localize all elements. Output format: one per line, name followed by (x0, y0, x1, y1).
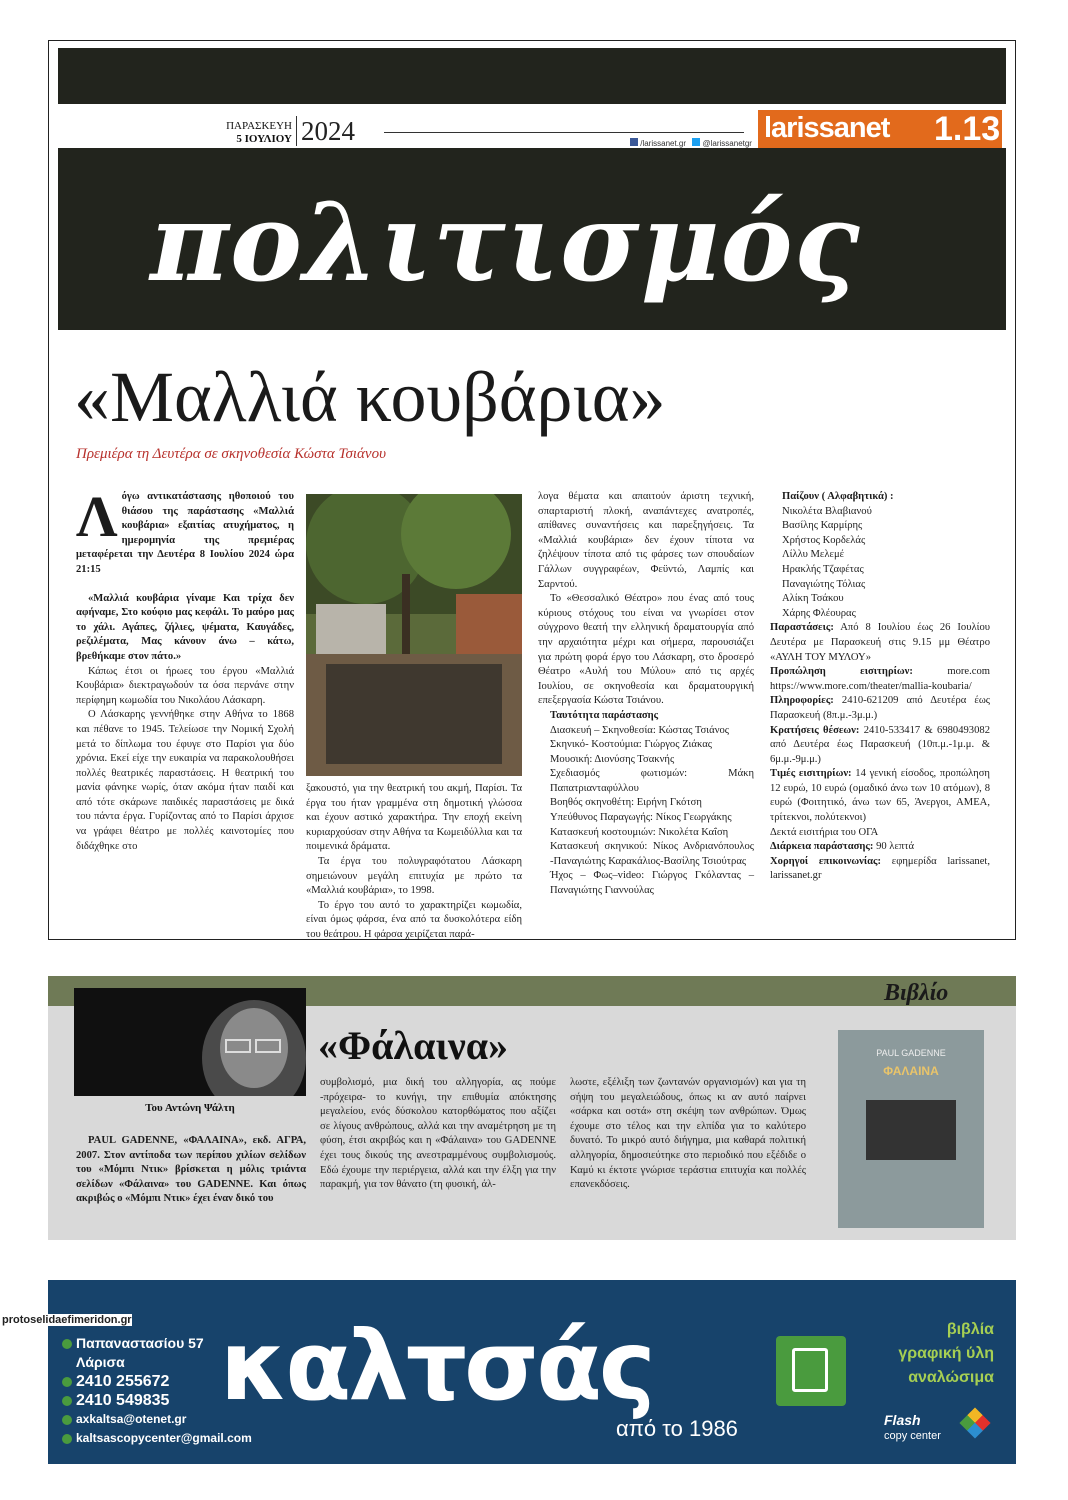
credits-title: Ταυτότητα παράστασης (550, 709, 659, 721)
article-subhead: Πρεμιέρα τη Δευτέρα σε σκηνοθεσία Κώστα Τσιάνου (76, 446, 386, 462)
twitter-icon (692, 138, 700, 146)
info-label: Προπώληση εισιτηρίων: (770, 666, 913, 678)
whale-tail-image (866, 1100, 956, 1160)
city: Λάρισα (76, 1354, 125, 1370)
info-line (770, 665, 990, 694)
info-label: Κρατήσεις θέσεων: (770, 724, 860, 736)
article-headline: «Μαλλιά κουβάρια» (74, 357, 666, 437)
address: Παπαναστασίου 57 (76, 1335, 204, 1351)
section-title: πολιτισμός (150, 180, 861, 306)
service-item: βιβλία (946, 1321, 994, 1338)
book-paragraph: PAUL GADENNE, «ΦΑΛΑΙΝΑ», εκδ. ΑΓΡΑ, 2007. Στον αντίποδα των περίπου χιλίων σελίδων του «Μόμπι Ντικ» βρίσκεται η μόλις τριάντα σελίδων «Φάλαινα» του GADENNE. Και όπως ακριβώς ο «Μόμπι Ντικ» έχει έναν δικό του (76, 1135, 306, 1205)
info-label: Παραστάσεις: (770, 622, 834, 634)
brand-name: larissanet (764, 112, 890, 144)
info-line (770, 724, 990, 768)
dropcap: Λ (76, 484, 118, 549)
info-label: Πληροφορίες: (770, 695, 834, 707)
article-paragraph: ξακουστό, για την θεατρική του ακμή, Παρίσι. Τα έργα του ήταν γραμμένα στη δημοτική γλώσσα και έχουν αστικό χαρακτήρα. Την εποχή εκείνη κυριαρχούσαν στην Αθήνα τα Κωμειδύλλια και τα ποιμενικά δράματα. (306, 783, 522, 853)
brand-box (758, 110, 1002, 152)
flash-brand: Flash (884, 1412, 921, 1428)
info-label: Χορηγοί επικοινωνίας: (770, 855, 882, 867)
info-text: 2410-533417 & 6980493082 από Δευτέρα έως Παρασκευή (10π.μ.-1μ.μ. & 6μ.μ.-9μ.μ.) (770, 724, 990, 765)
credit-line: Σχεδιασμός φωτισμών: Μάκη Παπατριανταφύλλου (550, 768, 754, 794)
book-column-3 (570, 1076, 806, 1193)
feather-icon (776, 1336, 846, 1406)
ad-logo: καλτσάς (220, 1310, 653, 1422)
facebook-handle: /larissanet.gr (640, 139, 687, 148)
cover-author: PAUL GADENNE (876, 1048, 946, 1058)
cast-member: Νικολέτα Βλαβιανού (782, 505, 872, 517)
header-top-bar (58, 48, 1006, 104)
article-column-2 (306, 782, 522, 943)
article-paragraph: Τα έργα του πολυγραφότατου Λάσκαρη σημειώνουν μεγάλη επιτυχία με πρώτο τα «Μαλλιά κουβάρια», το 1998. (306, 855, 522, 897)
date: 5 ΙΟΥΛΙΟΥ (236, 133, 292, 145)
cast-member: Ηρακλής Τζαφέτας (782, 563, 864, 575)
credit-line: Κατασκευή σκηνικού: Νίκος Ανδριανόπουλος -Παναγιώτης Καρακάλιος-Βασίλης Τσιούτρας (550, 841, 754, 867)
article-poem: «Μαλλιά κουβάρια γίναμε Και τρίχα δεν αφήναμε, Στο κούφιο μας κεφάλι. Το μαύρο μας το χάλι. Αγάπες, ζήλιες, ψέματα, Καυγάδες, ρεζιλέματα, Μας κάνουν άνω – κάτω, βρεθήκαμε στον πάτο.» (76, 592, 294, 662)
book-column-2 (320, 1076, 556, 1193)
info-line (770, 767, 990, 825)
info-text: εφημερίδα larissanet, larissanet.gr (770, 855, 991, 882)
article-paragraph: Ο Λάσκαρης γεννήθηκε στην Αθήνα το 1868 και πέθανε το 1945. Τελείωσε την Νομική Σχολή μετά το δίπλωμα του έφυγε στο Παρίσι για δύο χρόνια. Εκεί είχε την ευκαιρία να παρακολουθήσει πολλές θεατρικές παραστάσεις. Η θεατρική του μανία φάνηκε νωρίς, όταν ακόμα ήταν παιδί και από τότε σκάρωνε παιδικές παραστάσεις με δικά του πάντα έργα. Γυρίζοντας από το Παρίσι άρχισε να γράφει θέατρο με πολλές καινοτομίες που διδάχθηκε στο (76, 709, 294, 852)
phone-icon (62, 1396, 72, 1406)
credit-line: Βοηθός σκηνοθέτη: Ειρήνη Γκότση (550, 797, 702, 809)
year: 2024 (296, 116, 355, 146)
info-text: 14 γενική είσοδος, προπώληση 12 ευρώ, 10 ευρώ (ομαδικό άνω των 10 ατόμων), 8 ευρώ (Φοιτητικό, άνω των 65, Άνεργοι, ΑΜΕΑ, τρίτεκνοι, πολύτεκνοι) (770, 768, 990, 824)
book-cover (838, 1030, 984, 1228)
article-lead: όγω αντικατάστασης ηθοποιού του θιάσου της παράστασης «Μαλλιά κουβάρια» εξαιτίας ατυχήματος, η ημερομηνία της πρεμιέρας μεταφέρεται την Δευτέρα 8 Ιουλίου 2024 ώρα 21:15 (76, 491, 294, 575)
cast-member: Χάρης Φλέουρας (782, 607, 856, 619)
info-text: Από 8 Ιουλίου έως 26 Ιουλίου Δευτέρα με Παρασκευή στις 9.15 μμ Θέατρο «ΑΥΛΗ ΤΟΥ ΜΥΛΟΥ» (770, 622, 990, 663)
service-item: αναλώσιμα (908, 1369, 994, 1386)
book-paragraph: λωστε, εξέλιξη των ζωντανών οργανισμών) και για τη σήψη του μεγαλειώδους, όπως κι αν αυτό παίρνει «σάρκα και οστά» στη σκέψη των ανθρώπων. Όμως έχουμε στο τέλος και την ελπίδα για το καλύτερο δυνατό. Το μικρό αυτό διήγημα, μια καθαρά πολιτική αλληγορία, δημοσιεύτηκε στο περιοδικό που εξέδιδε ο Καμύ κι έκτοτε γνώρισε τεράστια επιτυχία και πολλές επανεκδόσεις. (570, 1077, 806, 1191)
phone-icon (62, 1377, 72, 1387)
author-caption: Του Αντώνη Ψάλτη (145, 1102, 235, 1114)
info-line (770, 621, 990, 665)
cast-title: Παίζουν ( Αλφαβητικά) : (782, 491, 894, 502)
facebook-icon (630, 138, 638, 146)
credit-line: Κατασκευή κοστουμιών: Νικολέτα Καΐση (550, 826, 729, 838)
phone: 2410 255672 (76, 1373, 170, 1390)
article-paragraph: Το «Θεσσαλικό Θέατρο» που ένας από τους κύριους στόχους του είναι να γνωρίσει στον σύγχρονο θεατή την ελληνική δραματουργία από την αρχαιότητα μέχρι και σήμερα, παρουσιάζει για πρώτη φορά έργο του Λάσκαρη, στο δροσερό Θέατρο «Αυλή του Μύλου» από τις αρχές Ιουλίου, σε σκηνοθεσία και δραματουργική επεξεργασία Κώστα Τσιάνου. (538, 593, 754, 707)
info-text: 90 λεπτά (876, 841, 915, 853)
email: kaltsascopycenter@gmail.com (76, 1431, 252, 1445)
date-block (220, 120, 292, 146)
book-column-1 (76, 1134, 306, 1207)
article-paragraph: λογα θέματα και απαιτούν άριστη τεχνική, σπαρταριστή πλοκή, αναπάντεχες ανατροπές, απίθανες συναντήσεις και παρεξηγήσεις. Τα «Μαλλιά κουβάρια» δεν έχουν τίποτα να ζηλέψουν τίποτα από τις φάρσες των σπουδαίων Γάλλων συγγραφέων, Φεϋντώ, Λαμπίς και Σαρντού. (538, 491, 754, 590)
social-handles (630, 138, 752, 148)
watermark: protoselidaefimeridon.gr (2, 1314, 132, 1326)
email-icon (62, 1434, 72, 1444)
info-label: Διάρκεια παράστασης: (770, 841, 874, 853)
author-photo (74, 988, 306, 1096)
info-line (770, 826, 990, 841)
article-column-3 (538, 490, 754, 899)
info-text: Δεκτά εισιτήρια του ΟΓΑ (770, 826, 879, 838)
ad-since: από το 1986 (616, 1416, 738, 1441)
credit-line: Μουσική: Διονύσης Τσακνής (550, 753, 675, 765)
email: axkaltsa@otenet.gr (76, 1412, 187, 1426)
article-column-4 (770, 490, 990, 884)
flash-sub: copy center (884, 1430, 941, 1442)
ad-services (874, 1318, 994, 1390)
email-line (62, 1429, 252, 1448)
credit-line: Διασκευή – Σκηνοθεσία: Κώστας Τσιάνος (550, 724, 729, 736)
credit-line: Ήχος – Φως–video: Γιώργος Γκόλαντας – Παναγιώτης Γιαννούλας (550, 870, 754, 897)
location-icon (62, 1339, 72, 1349)
cast-member: Βασίλης Καρμίρης (782, 520, 863, 532)
credit-line: Υπεύθυνος Παραγωγής: Νίκος Γεωργάκης (550, 812, 732, 824)
info-line (770, 855, 990, 884)
service-item: γραφική ύλη (898, 1345, 994, 1362)
dateline-rule (384, 132, 744, 133)
info-line (770, 694, 990, 723)
book-paragraph: συμβολισμό, μια δική του αλληγορία, ας πούμε -πρόχειρα- το κυνήγι, την επιθυμία απόκτησης μεγαλείου, ενός δύσκολου κατορθώματος που αξίζει σε λίγους ανθρώπους, αλλά και την αναμέτρηση με τη φύση, έτσι ακριβώς και η «Φάλαινα» του GADENNE έχει τους δικούς της ανεστραμμένους συμβολισμούς. Εδώ έχουμε την περιέργεια, αλλά και την έλξη για την παρακμή, για τον θάνατο (τη φυσική, άλ- (320, 1077, 556, 1191)
theater-photo (306, 494, 522, 776)
book-section-label: Βιβλίο (884, 980, 949, 1006)
weekday: ΠΑΡΑΣΚΕΥΗ (226, 120, 292, 132)
info-label: Τιμές εισιτηρίων: (770, 768, 852, 780)
article-column-1 (76, 484, 294, 854)
book-icon (792, 1348, 828, 1392)
cast-member: Παναγιώτης Τόλιας (782, 578, 866, 590)
cover-title: ΦΑΛΑΙΝΑ (883, 1064, 939, 1078)
page-number: 1.13 (934, 110, 1001, 148)
email-icon (62, 1415, 72, 1425)
info-text: more.com https://www.more.com/theater/mallia-koubaria/ (770, 666, 990, 692)
article-paragraph: Το έργο του αυτό το χαρακτηρίζει κωμωδία, είναι όμως φάρσα, ένα από τα δυσκολότερα είδη του θεάτρου. Η φάρσα χειρίζεται παρά- (306, 899, 522, 940)
dateline (190, 110, 1010, 148)
cast-member: Αλίκη Τσάκου (782, 593, 844, 605)
book-title: «Φάλαινα» (318, 1023, 509, 1068)
twitter-handle: @larissanetgr (702, 139, 752, 148)
info-line (770, 840, 990, 855)
credit-line: Σκηνικό- Κοστούμια: Γιώργος Ζιάκας (550, 739, 712, 751)
phone: 2410 549835 (76, 1392, 170, 1409)
article-paragraph: Κάπως έτσι οι ήρωες του έργου «Μαλλιά Κουβάρια» διεκτραγωδούν τα όσα περνάνε στην περίφημη κωμωδία του Νικολάου Λάσκαρη. (76, 665, 294, 706)
info-text: 2410-621209 από Δευτέρα έως Παρασκευή (8π.μ.-3μ.μ.) (770, 695, 990, 721)
cast-member: Λίλλυ Μελεμέ (782, 549, 845, 561)
cast-member: Χρήστος Κορδελάς (782, 534, 866, 546)
